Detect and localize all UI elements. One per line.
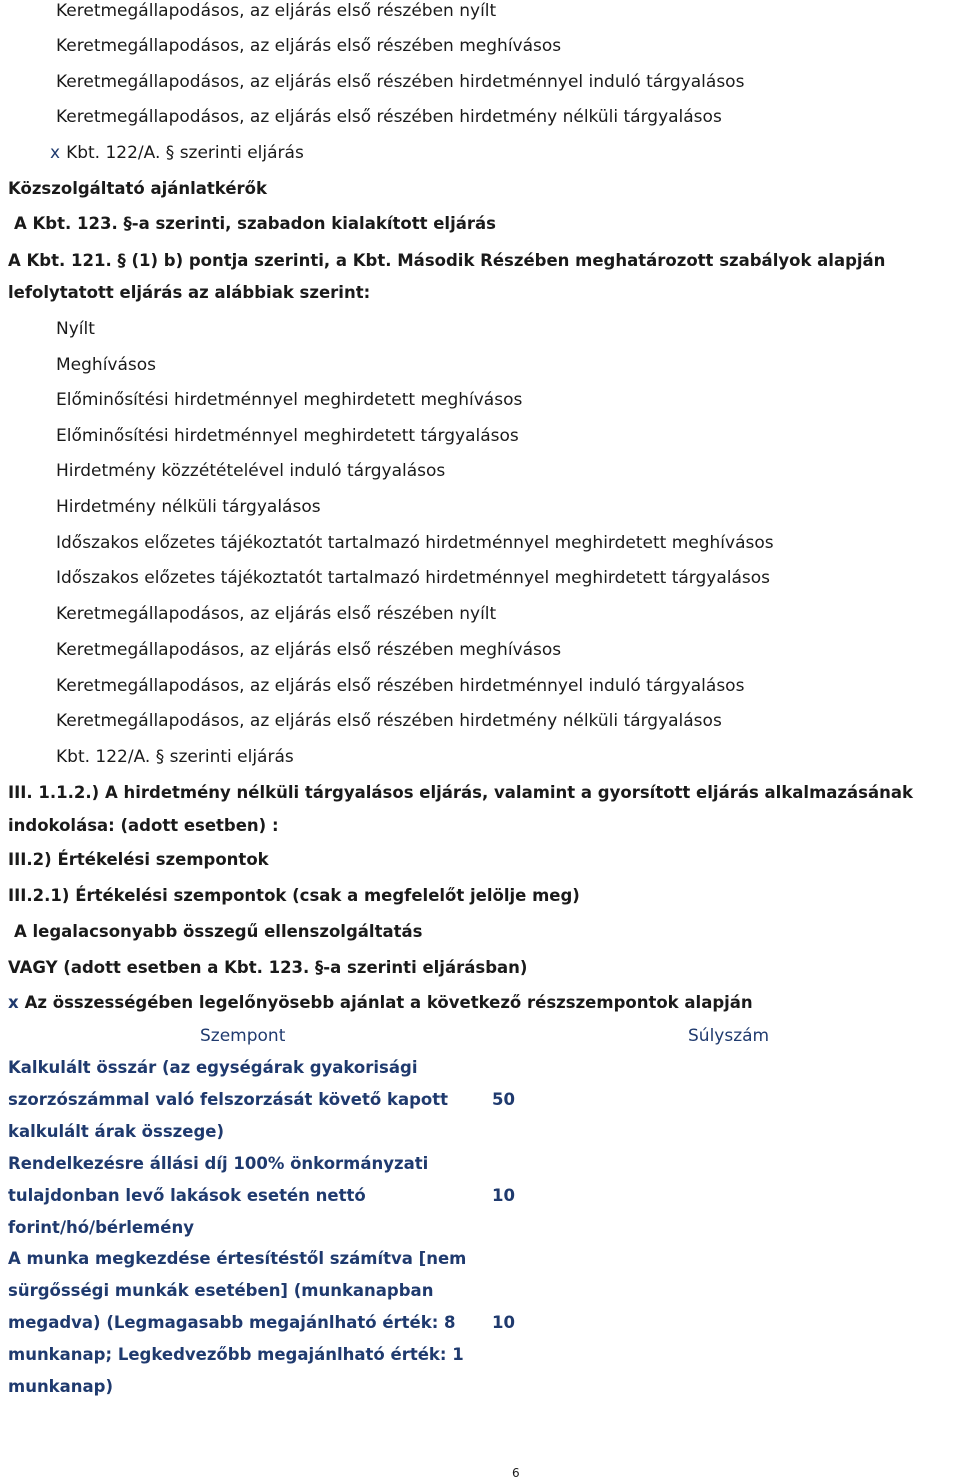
- procedure-option: Meghívásos: [56, 355, 157, 375]
- option-keret-hirdetmenyes-top: Keretmegállapodásos, az eljárás első részében hirdetménnyel induló tárgyalásos: [56, 72, 745, 92]
- criterion-text-line: szorzószámmal való felszorzását követő kapott: [8, 1090, 448, 1109]
- check-mark: x: [8, 993, 19, 1012]
- procedure-option: Kbt. 122/A. § szerinti eljárás: [56, 747, 294, 767]
- kbt-121-line2: lefolytatott eljárás az alábbiak szerint:: [8, 283, 371, 302]
- lowest-price-option: A legalacsonyabb összegű ellenszolgáltatás: [14, 922, 423, 941]
- procedure-option: Előminősítési hirdetménnyel meghirdetett tárgyalásos: [56, 426, 519, 446]
- procedure-option: Keretmegállapodásos, az eljárás első részében hirdetmény nélküli tárgyalásos: [56, 711, 722, 731]
- procedure-option: Időszakos előzetes tájékoztatót tartalmazó hirdetménnyel meghirdetett tárgyalásos: [56, 568, 771, 588]
- procedure-option: Hirdetmény nélküli tárgyalásos: [56, 497, 321, 517]
- criterion-text-line: A munka megkezdése értesítéstől számítva [nem: [8, 1249, 467, 1268]
- criterion-text-line: sürgősségi munkák esetében] (munkanapban: [8, 1281, 434, 1300]
- criterion-weight: 50: [492, 1090, 515, 1109]
- option-keret-nyilt-top: Keretmegállapodásos, az eljárás első részében nyílt: [56, 1, 497, 21]
- criterion-text-line: forint/hó/bérlemény: [8, 1218, 194, 1237]
- kozszolgaltato-heading: Közszolgáltató ajánlatkérők: [8, 179, 267, 198]
- criterion-text-line: munkanap; Legkedvezőbb megajánlható érték: 1: [8, 1345, 464, 1364]
- procedure-option: Előminősítési hirdetménnyel meghirdetett meghívásos: [56, 390, 523, 410]
- option-keret-hirdetmeny-nelkuli-top: Keretmegállapodásos, az eljárás első részében hirdetmény nélküli tárgyalásos: [56, 107, 722, 127]
- procedure-option: Keretmegállapodásos, az eljárás első részében meghívásos: [56, 640, 562, 660]
- weight-header: Súlyszám: [688, 1026, 770, 1046]
- procedure-option: Időszakos előzetes tájékoztatót tartalmazó hirdetménnyel meghirdetett meghívásos: [56, 533, 774, 553]
- criterion-text-line: tulajdonban levő lakások esetén nettó: [8, 1186, 366, 1205]
- criterion-row: [8, 1052, 448, 1148]
- criterion-row: [8, 1148, 428, 1244]
- option-keret-meghivasos-top: Keretmegállapodásos, az eljárás első részében meghívásos: [56, 36, 562, 56]
- criterion-header: Szempont: [200, 1026, 286, 1046]
- section-iii-2-heading: III.2) Értékelési szempontok: [8, 850, 269, 869]
- option-kbt122a-checked: [50, 142, 304, 164]
- section-iii-112-line1: III. 1.1.2.) A hirdetmény nélküli tárgyalásos eljárás, valamint a gyorsított eljárás alkalmazásának: [8, 783, 913, 802]
- criterion-row: [8, 1243, 466, 1403]
- criterion-text-line: Rendelkezésre állási díj 100% önkormányzati: [8, 1154, 429, 1173]
- procedure-option: Keretmegállapodásos, az eljárás első részében hirdetménnyel induló tárgyalásos: [56, 676, 745, 696]
- criterion-text-line: megadva) (Legmagasabb megajánlható érték: 8: [8, 1313, 456, 1332]
- procedure-option: Nyílt: [56, 319, 95, 339]
- best-value-option: [8, 992, 753, 1014]
- criterion-text-line: Kalkulált összár (az egységárak gyakorisági: [8, 1058, 418, 1077]
- section-iii-112-line2: indokolása: (adott esetben) :: [8, 816, 279, 835]
- vagy-line: VAGY (adott esetben a Kbt. 123. §-a szerinti eljárásban): [8, 958, 528, 977]
- procedure-option: Keretmegállapodásos, az eljárás első részében nyílt: [56, 604, 497, 624]
- kbt-123-option: A Kbt. 123. §-a szerinti, szabadon kialakított eljárás: [14, 214, 496, 233]
- page-number: 6: [512, 1466, 520, 1480]
- check-mark: x: [50, 143, 61, 163]
- section-iii-21-heading: III.2.1) Értékelési szempontok (csak a megfelelőt jelölje meg): [8, 886, 580, 905]
- procedure-option: Hirdetmény közzétételével induló tárgyalásos: [56, 461, 446, 481]
- criterion-text-line: kalkulált árak összege): [8, 1122, 224, 1141]
- criterion-weight: 10: [492, 1186, 515, 1205]
- kbt-121-line1: A Kbt. 121. § (1) b) pontja szerinti, a Kbt. Második Részében meghatározott szabályok alapján: [8, 251, 886, 270]
- criterion-text-line: munkanap): [8, 1377, 114, 1396]
- option-label: Az összességében legelőnyösebb ajánlat a következő részszempontok alapján: [24, 993, 753, 1012]
- criterion-weight: 10: [492, 1313, 515, 1332]
- option-label: Kbt. 122/A. § szerinti eljárás: [66, 143, 304, 163]
